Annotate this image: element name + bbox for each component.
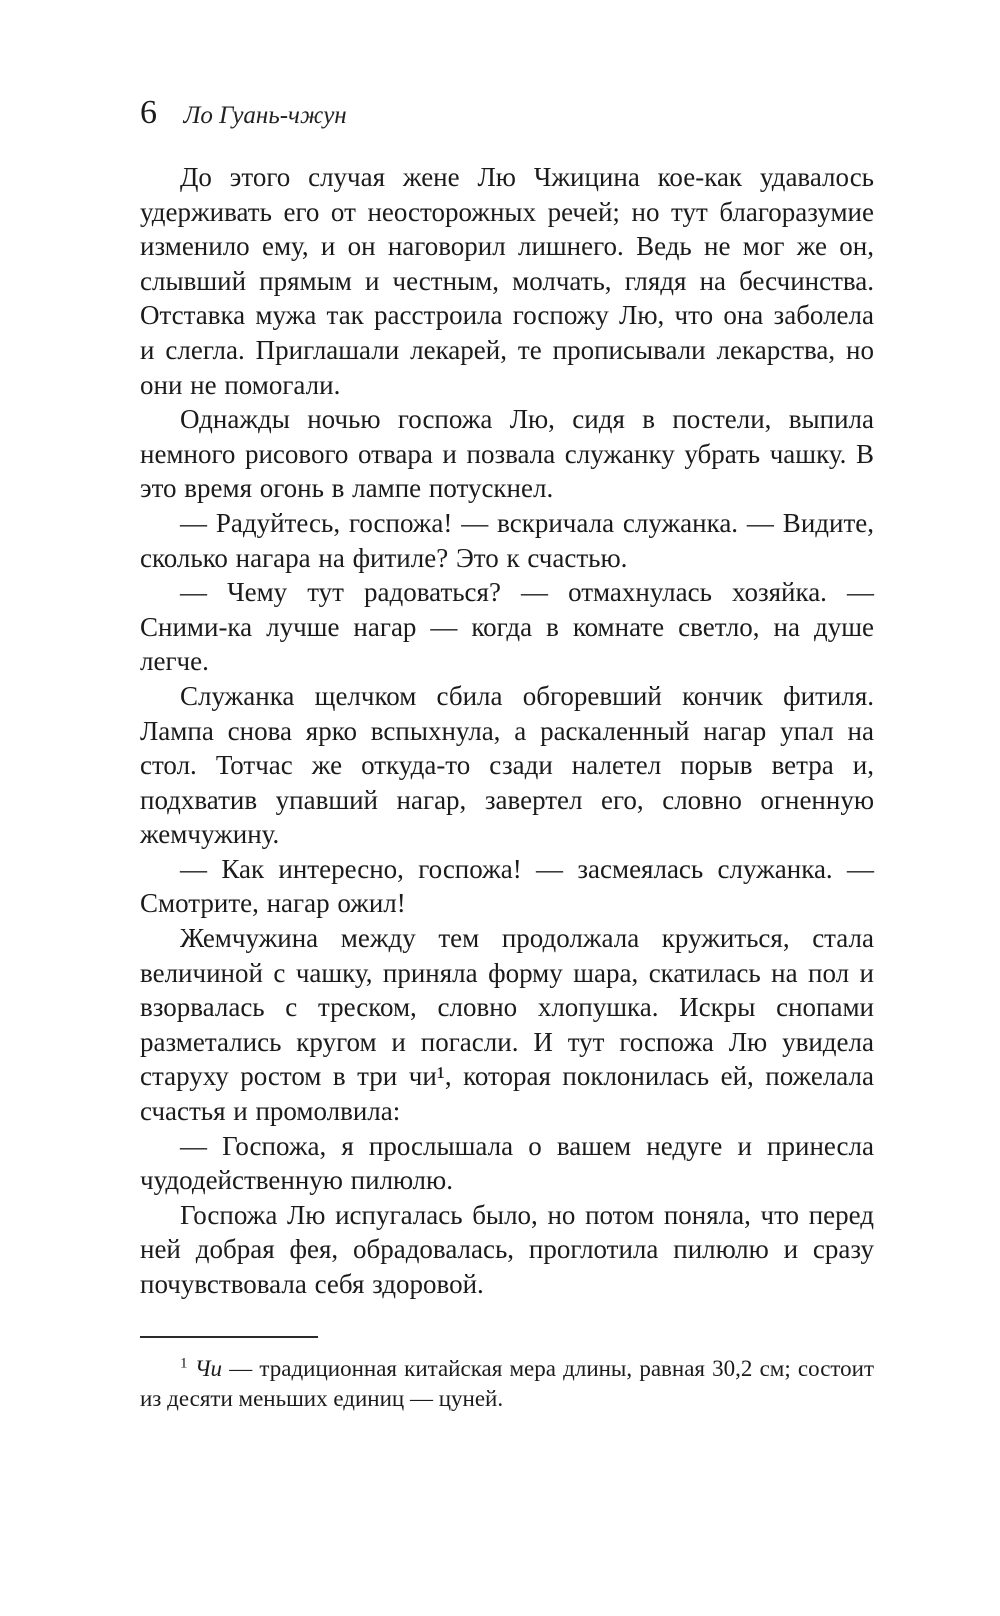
paragraph: — Чему тут радоваться? — отмахнулась хозяйка. — Сними-ка лучше нагар — когда в комнате светло, на душе легче. bbox=[140, 577, 874, 677]
paragraph: До этого случая жене Лю Чжицина кое-как удавалось удерживать его от неосторожных речей; но тут благоразумие изменило ему, и он наговорил лишнего. Ведь не мог же он, слывший прямым и честным, молчать, глядя на бесчинства. Отставка мужа так расстроила госпожу Лю, что она заболела и слегла. Приглашали лекарей, те прописывали лекарства, но они не помогали. bbox=[140, 162, 874, 400]
paragraph: — Как интересно, госпожа! — засмеялась служанка. — Смотрите, нагар ожил! bbox=[140, 853, 874, 919]
footnote-marker: 1 bbox=[180, 1354, 188, 1371]
body-text bbox=[140, 160, 874, 1302]
paragraph: — Госпожа, я прослышала о вашем недуге и принесла чудодейственную пилюлю. bbox=[140, 1130, 874, 1196]
footnote-text: — традиционная китайская мера длины, равная 30,2 см; состоит из десяти меньших единиц — цуней. bbox=[140, 1355, 875, 1412]
footnote bbox=[140, 1354, 874, 1415]
page-number: 6 bbox=[140, 94, 158, 131]
paragraph: Однажды ночью госпожа Лю, сидя в постели, выпила немного рисового отвара и позвала служанку убрать чашку. В это время огонь в лампе потускнел. bbox=[140, 404, 874, 504]
paragraph: Жемчужина между тем продолжала кружиться, стала величиной с чашку, приняла форму шара, скатилась на пол и взорвалась с треском, словно хлопушка. Искры снопами разметались кругом и погасли. И тут госпожа Лю увидела старуху ростом в три чи¹, которая поклонилась ей, пожелала счастья и промолвила: bbox=[140, 923, 874, 1127]
paragraph: Госпожа Лю испугалась было, но потом поняла, что перед ней добрая фея, обрадовалась, проглотила пилюлю и сразу почувствовала себя здоровой. bbox=[140, 1199, 874, 1299]
footnote-divider bbox=[140, 1336, 318, 1338]
running-title: Ло Гуань-чжун bbox=[183, 102, 347, 129]
page-header bbox=[140, 96, 874, 130]
paragraph: Служанка щелчком сбила обгоревший кончик фитиля. Лампа снова ярко вспыхнула, а раскаленный нагар упал на стол. Тотчас же откуда-то сзади налетел порыв ветра и, подхватив упавший нагар, завертел его, словно огненную жемчужину. bbox=[140, 680, 874, 850]
footnote-term: Чи bbox=[194, 1355, 223, 1381]
paragraph: — Радуйтесь, госпожа! — вскричала служанка. — Видите, сколько нагара на фитиле? Это к счастью. bbox=[140, 507, 874, 573]
